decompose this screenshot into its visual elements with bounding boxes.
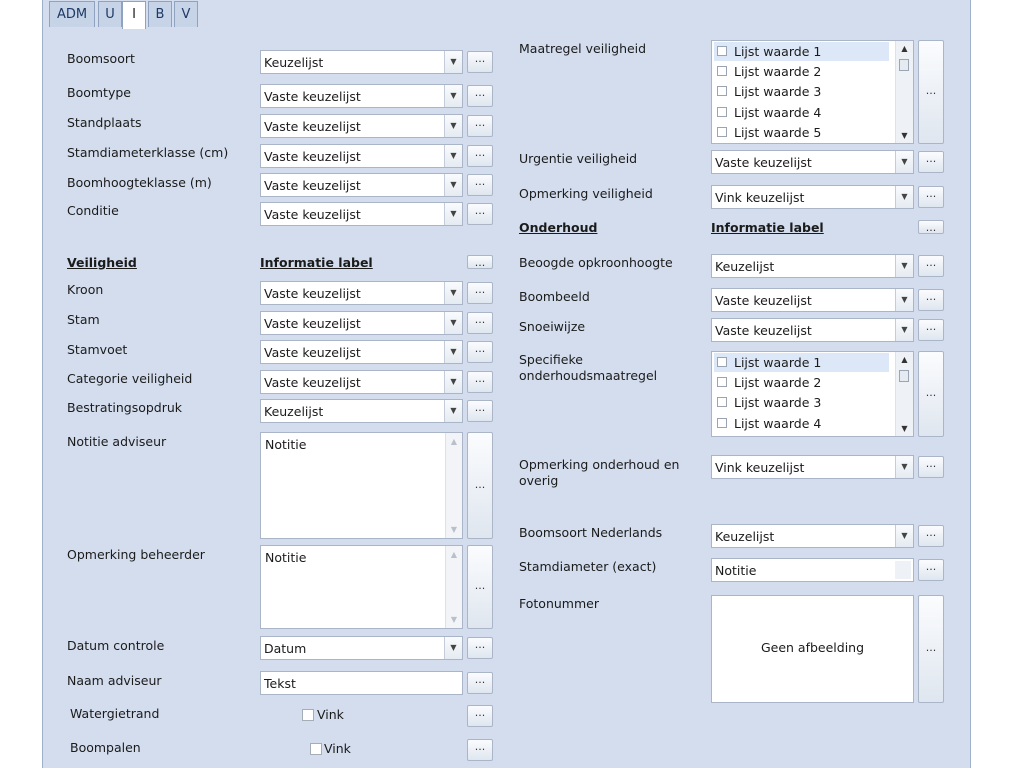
stamvoet-combo[interactable] [260, 340, 463, 364]
scroll-thumb[interactable] [899, 59, 909, 71]
foto-image-box[interactable] [711, 595, 914, 703]
opmerking-onderhoud-combo[interactable] [711, 455, 914, 479]
combo-value: Vaste keuzelijst [715, 323, 812, 338]
specifieke-onderhoudsmaatregel-label: Specifieke onderhoudsmaatregel [519, 352, 658, 383]
opmerking-beheerder-more-button[interactable] [467, 545, 493, 629]
dropdown-arrow-icon[interactable]: ▼ [444, 174, 462, 196]
boombeeld-label: Boombeeld [519, 289, 590, 304]
onderhoud-info-button[interactable]: ... [918, 220, 944, 234]
boomhoogteklasse-combo[interactable] [260, 173, 463, 197]
boomsoort-combo[interactable] [260, 50, 463, 74]
scroll-down-icon[interactable]: ▼ [901, 424, 908, 433]
boomsoort-nederlands-label: Boomsoort Nederlands [519, 525, 663, 540]
conditie-more-button[interactable]: ... [467, 203, 493, 225]
tab-i[interactable]: I [122, 1, 146, 29]
scroll-down-icon[interactable]: ▼ [450, 615, 458, 624]
list-item[interactable] [714, 393, 889, 412]
boomtype-label: Boomtype [67, 85, 131, 100]
memo-value: Notitie [265, 437, 307, 452]
boomtype-combo[interactable] [260, 84, 463, 108]
boombeeld-more-button[interactable]: ... [918, 289, 944, 311]
specifieke-onderhoudsmaatregel-more-button[interactable] [918, 351, 944, 437]
watergietrand-more-button[interactable]: ... [467, 705, 493, 727]
list-item[interactable] [714, 123, 889, 142]
dropdown-arrow-icon[interactable]: ▼ [444, 341, 462, 363]
checkbox[interactable] [717, 418, 727, 428]
onderhoud-informatie-label: Informatie label [711, 220, 824, 235]
dropdown-arrow-icon[interactable]: ▼ [444, 282, 462, 304]
combo-value: Vaste keuzelijst [264, 375, 361, 390]
combo-value: Vaste keuzelijst [715, 155, 812, 170]
combo-value: Vink keuzelijst [715, 190, 805, 205]
combo-value: Vaste keuzelijst [264, 316, 361, 331]
opmerking-onderhoud-more-button[interactable]: ... [918, 456, 944, 478]
boompalen-more-button[interactable]: ... [467, 739, 493, 761]
list-item[interactable] [714, 82, 889, 101]
dropdown-arrow-icon[interactable]: ▼ [895, 456, 913, 478]
boomsoort-nederlands-more-button[interactable]: ... [918, 525, 944, 547]
notitie-adviseur-textarea[interactable] [260, 432, 463, 539]
maatregel-veiligheid-more-button[interactable] [918, 40, 944, 144]
stamdiameter-exact-label: Stamdiameter (exact) [519, 559, 657, 574]
beoogde-opkroonhoogte-label: Beoogde opkroonhoogte [519, 255, 673, 270]
bestratingsopdruk-more-button[interactable]: ... [467, 400, 493, 422]
dropdown-arrow-icon[interactable]: ▼ [444, 51, 462, 73]
stamdiameterklasse-combo[interactable] [260, 144, 463, 168]
dropdown-arrow-icon[interactable]: ▼ [895, 255, 913, 277]
naam-adviseur-more-button[interactable]: ... [467, 672, 493, 694]
list-item-label: Lijst waarde 1 [734, 355, 822, 370]
veiligheid-informatie-label: Informatie label [260, 255, 373, 270]
dropdown-arrow-icon[interactable]: ▼ [895, 319, 913, 341]
standplaats-label: Standplaats [67, 115, 142, 130]
dropdown-arrow-icon[interactable]: ▼ [444, 312, 462, 334]
combo-value: Vaste keuzelijst [264, 207, 361, 222]
boomhoogteklasse-more-button[interactable]: ... [467, 174, 493, 196]
opmerking-veiligheid-more-button[interactable]: ... [918, 186, 944, 208]
combo-value: Keuzelijst [264, 55, 324, 70]
list-item[interactable] [714, 42, 889, 61]
watergietrand-check-label: Vink [317, 707, 344, 722]
dropdown-arrow-icon[interactable]: ▼ [444, 203, 462, 225]
more-label: ... [474, 579, 486, 592]
checkbox[interactable] [717, 377, 727, 387]
scroll-up-icon[interactable]: ▲ [450, 437, 458, 446]
fotonummer-label: Fotonummer [519, 596, 599, 611]
stam-combo[interactable] [260, 311, 463, 335]
stamdiameter-exact-input[interactable] [711, 558, 914, 582]
opmerking-beheerder-label: Opmerking beheerder [67, 547, 205, 562]
combo-value: Vaste keuzelijst [264, 345, 361, 360]
boomsoort-label: Boomsoort [67, 51, 135, 66]
onderhoud-header: Onderhoud [519, 220, 598, 235]
boomtype-more-button[interactable]: ... [467, 85, 493, 107]
checkbox[interactable] [717, 107, 727, 117]
checkbox[interactable] [717, 66, 727, 76]
list-item-label: Lijst waarde 2 [734, 64, 822, 79]
notitie-adviseur-more-button[interactable] [467, 432, 493, 539]
combo-value: Datum [264, 641, 307, 656]
combo-value: Vaste keuzelijst [264, 119, 361, 134]
scrollbar[interactable] [445, 546, 462, 628]
combo-value: Keuzelijst [715, 259, 775, 274]
standplaats-more-button[interactable]: ... [467, 115, 493, 137]
stamvoet-more-button[interactable]: ... [467, 341, 493, 363]
standplaats-combo[interactable] [260, 114, 463, 138]
bestratingsopdruk-combo[interactable] [260, 399, 463, 423]
boompalen-checkbox[interactable] [310, 743, 322, 755]
kroon-combo[interactable] [260, 281, 463, 305]
no-image-text: Geen afbeelding [760, 640, 865, 655]
kroon-label: Kroon [67, 282, 104, 297]
list-item-label: Lijst waarde 2 [734, 375, 822, 390]
memo-value: Notitie [265, 550, 307, 565]
list-item-label: Lijst waarde 5 [734, 125, 822, 140]
categorie-veiligheid-more-button[interactable]: ... [467, 371, 493, 393]
stam-more-button[interactable]: ... [467, 312, 493, 334]
list-item[interactable] [714, 103, 889, 122]
input-spin-area [895, 561, 911, 579]
boompalen-check-label: Vink [324, 741, 351, 756]
combo-value: Vaste keuzelijst [264, 89, 361, 104]
opmerking-veiligheid-combo[interactable] [711, 185, 914, 209]
specifieke-onderhoudsmaatregel-list[interactable] [711, 351, 914, 437]
stamdiameterklasse-label: Stamdiameterklasse (cm) [67, 145, 229, 160]
veiligheid-info-button[interactable]: ... [467, 255, 493, 269]
checkbox[interactable] [717, 127, 727, 137]
naam-adviseur-input[interactable] [260, 671, 463, 695]
tab-v[interactable]: V [174, 1, 198, 27]
scrollbar[interactable] [895, 41, 913, 143]
checkbox[interactable] [717, 86, 727, 96]
categorie-veiligheid-combo[interactable] [260, 370, 463, 394]
scrollbar[interactable] [895, 352, 913, 436]
kroon-more-button[interactable]: ... [467, 282, 493, 304]
datum-controle-more-button[interactable]: ... [467, 637, 493, 659]
urgentie-veiligheid-combo[interactable] [711, 150, 914, 174]
conditie-combo[interactable] [260, 202, 463, 226]
more-label: ... [925, 386, 937, 399]
tab-u[interactable]: U [98, 1, 122, 27]
conditie-label: Conditie [67, 203, 119, 218]
combo-value: Vaste keuzelijst [264, 178, 361, 193]
list-item-label: Lijst waarde 3 [734, 395, 822, 410]
list-item[interactable] [714, 353, 889, 372]
input-value: Tekst [264, 676, 296, 691]
list-item[interactable] [714, 62, 889, 81]
scroll-up-icon[interactable]: ▲ [450, 550, 458, 559]
scroll-up-icon[interactable]: ▲ [901, 355, 908, 364]
datum-controle-combo[interactable] [260, 636, 463, 660]
stamdiameterklasse-more-button[interactable]: ... [467, 145, 493, 167]
scroll-thumb[interactable] [899, 370, 909, 382]
more-label: ... [474, 477, 486, 491]
urgentie-veiligheid-label: Urgentie veiligheid [519, 151, 638, 166]
boomsoort-more-button[interactable]: ... [467, 51, 493, 73]
combo-value: Vaste keuzelijst [264, 149, 361, 164]
list-item-label: Lijst waarde 1 [734, 44, 822, 59]
scroll-down-icon[interactable]: ▼ [901, 131, 908, 140]
stamvoet-label: Stamvoet [67, 342, 128, 357]
input-value: Notitie [715, 563, 757, 578]
boombeeld-combo[interactable] [711, 288, 914, 312]
combo-value: Keuzelijst [264, 404, 324, 419]
list-item[interactable] [714, 373, 889, 392]
boomhoogteklasse-label: Boomhoogteklasse (m) [67, 175, 212, 190]
beoogde-opkroonhoogte-more-button[interactable]: ... [918, 255, 944, 277]
list-item-label: Lijst waarde 4 [734, 416, 822, 431]
snoeiwijze-combo[interactable] [711, 318, 914, 342]
maatregel-veiligheid-list[interactable] [711, 40, 914, 144]
dropdown-arrow-icon[interactable]: ▼ [895, 525, 913, 547]
urgentie-veiligheid-more-button[interactable]: ... [918, 151, 944, 173]
list-item-label: Lijst waarde 3 [734, 84, 822, 99]
combo-value: Vaste keuzelijst [715, 293, 812, 308]
watergietrand-label: Watergietrand [70, 706, 160, 721]
checkbox[interactable] [717, 397, 727, 407]
snoeiwijze-label: Snoeiwijze [519, 319, 586, 334]
more-label: ... [925, 641, 937, 654]
bestratingsopdruk-label: Bestratingsopdruk [67, 400, 183, 415]
notitie-adviseur-label: Notitie adviseur [67, 434, 167, 449]
checkbox[interactable] [717, 357, 727, 367]
dropdown-arrow-icon[interactable]: ▼ [895, 186, 913, 208]
maatregel-veiligheid-label: Maatregel veiligheid [519, 41, 647, 56]
stam-label: Stam [67, 312, 100, 327]
dropdown-arrow-icon[interactable]: ▼ [444, 371, 462, 393]
dropdown-arrow-icon[interactable]: ▼ [444, 85, 462, 107]
dropdown-arrow-icon[interactable]: ▼ [444, 145, 462, 167]
dropdown-arrow-icon[interactable]: ▼ [895, 289, 913, 311]
snoeiwijze-more-button[interactable]: ... [918, 319, 944, 341]
tab-b[interactable]: B [148, 1, 172, 27]
scroll-up-icon[interactable]: ▲ [901, 44, 908, 53]
datum-controle-label: Datum controle [67, 638, 165, 653]
combo-value: Keuzelijst [715, 529, 775, 544]
veiligheid-header: Veiligheid [67, 255, 137, 270]
opmerking-veiligheid-label: Opmerking veiligheid [519, 186, 653, 201]
scrollbar[interactable] [445, 433, 462, 538]
list-item[interactable] [714, 414, 889, 433]
dropdown-arrow-icon[interactable]: ▼ [444, 115, 462, 137]
tab-adm[interactable]: ADM [49, 1, 95, 27]
opmerking-onderhoud-label: Opmerking onderhoud en overig [519, 457, 680, 488]
dropdown-arrow-icon[interactable]: ▼ [444, 637, 462, 659]
stamdiameter-exact-more-button[interactable]: ... [918, 559, 944, 581]
beoogde-opkroonhoogte-combo[interactable] [711, 254, 914, 278]
checkbox[interactable] [717, 46, 727, 56]
opmerking-beheerder-textarea[interactable] [260, 545, 463, 629]
watergietrand-checkbox[interactable] [302, 709, 314, 721]
boomsoort-nederlands-combo[interactable] [711, 524, 914, 548]
combo-value: Vaste keuzelijst [264, 286, 361, 301]
dropdown-arrow-icon[interactable]: ▼ [444, 400, 462, 422]
scroll-down-icon[interactable]: ▼ [450, 525, 458, 534]
combo-value: Vink keuzelijst [715, 460, 805, 475]
more-label: ... [925, 84, 937, 97]
list-item-label: Lijst waarde 4 [734, 105, 822, 120]
naam-adviseur-label: Naam adviseur [67, 673, 162, 688]
fotonummer-more-button[interactable] [918, 595, 944, 703]
dropdown-arrow-icon[interactable]: ▼ [895, 151, 913, 173]
categorie-veiligheid-label: Categorie veiligheid [67, 371, 193, 386]
boompalen-label: Boompalen [70, 740, 141, 755]
